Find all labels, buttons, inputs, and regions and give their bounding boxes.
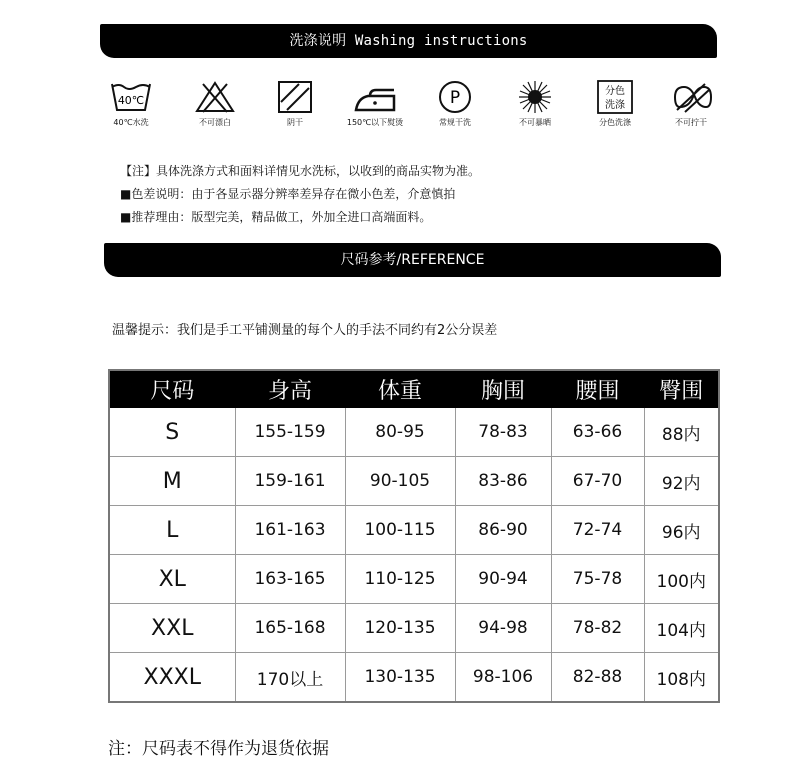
cell-height: 161-163 <box>235 506 345 555</box>
cell-chest: 83-86 <box>455 457 551 506</box>
care-label: 阴干 <box>287 118 303 127</box>
care-item-no-wring <box>656 80 726 128</box>
table-row <box>109 457 719 506</box>
cell-size: XXXL <box>109 653 235 703</box>
no-bleach-icon <box>193 80 237 114</box>
dry-clean-p-icon <box>433 80 477 114</box>
dry-clean-letter: P <box>449 88 461 108</box>
cell-waist: 75-78 <box>551 555 644 604</box>
no-sun-icon <box>513 80 557 114</box>
cell-height: 155-159 <box>235 408 345 457</box>
cell-weight: 110-125 <box>345 555 455 604</box>
cell-hip: 108内 <box>644 653 719 703</box>
size-table-footnote: 注：尺码表不得作为退货依据 <box>108 739 329 759</box>
cell-waist: 67-70 <box>551 457 644 506</box>
care-label: 不可暴晒 <box>519 118 551 127</box>
cell-hip: 96内 <box>644 506 719 555</box>
header-waist: 腰围 <box>551 370 644 408</box>
care-label: 分色洗涤 <box>599 118 631 127</box>
cell-chest: 90-94 <box>455 555 551 604</box>
cell-weight: 120-135 <box>345 604 455 653</box>
cell-size: M <box>109 457 235 506</box>
care-notes <box>120 160 480 229</box>
table-row <box>109 555 719 604</box>
cell-height: 170以上 <box>235 653 345 703</box>
iron-150-icon <box>350 80 400 114</box>
separate-wash-line-1: 分色 <box>605 86 625 97</box>
care-label: 150℃以下熨烫 <box>346 118 404 127</box>
cell-size: S <box>109 408 235 457</box>
care-item-iron-150 <box>340 80 410 128</box>
cell-height: 165-168 <box>235 604 345 653</box>
cell-hip: 88内 <box>644 408 719 457</box>
cell-size: L <box>109 506 235 555</box>
care-label: 不可漂白 <box>199 118 231 127</box>
table-row <box>109 408 719 457</box>
table-row <box>109 506 719 555</box>
care-item-no-sun <box>500 80 570 128</box>
care-label: 40℃水洗 <box>113 118 149 127</box>
washing-instructions-banner: 洗涤说明 Washing instructions <box>100 24 717 58</box>
wash-40-icon <box>109 80 153 114</box>
cell-waist: 63-66 <box>551 408 644 457</box>
table-row <box>109 653 719 703</box>
cell-weight: 100-115 <box>345 506 455 555</box>
cell-height: 163-165 <box>235 555 345 604</box>
care-item-no-bleach <box>180 80 250 128</box>
cell-weight: 130-135 <box>345 653 455 703</box>
cell-hip: 92内 <box>644 457 719 506</box>
cell-size: XL <box>109 555 235 604</box>
header-height: 身高 <box>235 370 345 408</box>
measurement-tip: 温馨提示：我们是手工平铺测量的每个人的手法不同约有2公分误差 <box>112 323 498 338</box>
care-item-shade-dry <box>260 80 330 128</box>
size-table <box>108 369 720 703</box>
cell-chest: 94-98 <box>455 604 551 653</box>
cell-waist: 82-88 <box>551 653 644 703</box>
wash-temp-text: 40℃ <box>117 94 145 107</box>
header-chest: 胸围 <box>455 370 551 408</box>
cell-hip: 100内 <box>644 555 719 604</box>
note-line: ■色差说明：由于各显示器分辨率差异存在微小色差，介意慎拍 <box>120 187 456 201</box>
note-line: ■推荐理由：版型完美，精品做工，外加全进口高端面料。 <box>120 210 432 224</box>
cell-height: 159-161 <box>235 457 345 506</box>
cell-chest: 98-106 <box>455 653 551 703</box>
care-label: 常规干洗 <box>439 118 471 127</box>
separate-wash-line-2: 洗涤 <box>605 100 625 111</box>
cell-hip: 104内 <box>644 604 719 653</box>
header-hip: 臀围 <box>644 370 719 408</box>
size-table-header <box>109 370 719 408</box>
no-wring-icon <box>667 80 715 114</box>
cell-weight: 80-95 <box>345 408 455 457</box>
header-size: 尺码 <box>109 370 235 408</box>
note-line: 【注】具体洗涤方式和面料详情见水洗标，以收到的商品实物为准。 <box>120 164 481 178</box>
size-reference-banner: 尺码参考/REFERENCE <box>104 243 721 277</box>
care-icons-row <box>100 80 720 138</box>
cell-waist: 78-82 <box>551 604 644 653</box>
care-item-wash-40 <box>96 80 166 128</box>
care-item-separate-wash <box>580 80 650 128</box>
header-weight: 体重 <box>345 370 455 408</box>
care-label: 不可拧干 <box>675 118 707 127</box>
separate-wash-icon <box>593 80 637 114</box>
cell-chest: 86-90 <box>455 506 551 555</box>
cell-chest: 78-83 <box>455 408 551 457</box>
table-row <box>109 604 719 653</box>
cell-weight: 90-105 <box>345 457 455 506</box>
care-item-dry-clean <box>420 80 490 128</box>
cell-size: XXL <box>109 604 235 653</box>
cell-waist: 72-74 <box>551 506 644 555</box>
shade-dry-icon <box>273 80 317 114</box>
